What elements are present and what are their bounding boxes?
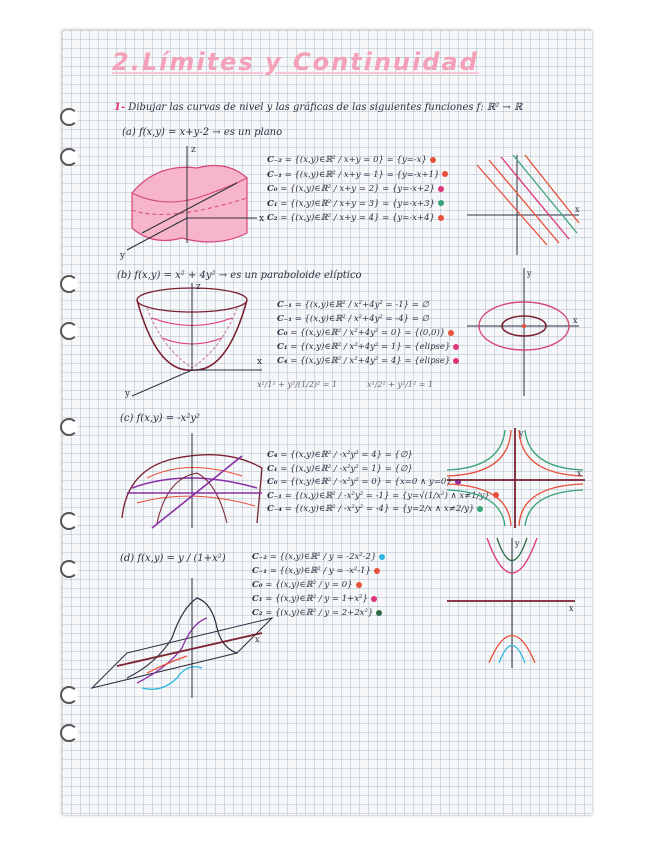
page-title: 2.Límites y Continuidad — [112, 48, 479, 76]
binder-hole — [60, 560, 78, 578]
plane-3d-sketch — [117, 138, 267, 261]
level-set-name: C₄ — [267, 450, 278, 460]
svg-text:x: x — [255, 635, 260, 644]
level-set-definition: = {(x,y)∈ℝ² / x²+4y² = 0} = {(0,0)} — [290, 328, 446, 338]
level-set-equation — [267, 213, 444, 223]
level-set-equation — [267, 450, 413, 460]
level-set-equation — [267, 199, 444, 209]
surface-d-3d-sketch — [87, 578, 287, 708]
svg-text:y: y — [527, 269, 532, 278]
level-set-name: C₁ — [267, 198, 278, 209]
level-set-name: C₄ — [277, 356, 288, 366]
binder-hole — [60, 275, 78, 293]
color-marker-icon — [453, 358, 459, 364]
level-set-definition: = {(x,y)∈ℝ² / x+y = 2} = {y=-x+2} — [280, 184, 435, 194]
level-set-name: C₋₁ — [267, 490, 282, 501]
level-set-definition: = {(x,y)∈ℝ² / x²+4y² = 1} = {elipse} — [290, 342, 451, 352]
color-marker-icon — [379, 554, 385, 560]
level-set-name: C₋₁ — [277, 300, 292, 310]
level-set-name: C₁ — [277, 342, 288, 352]
level-set-equation — [252, 566, 380, 576]
level-set-name: C₋₁ — [267, 169, 282, 180]
binder-hole — [60, 418, 78, 436]
level-set-name: C₂ — [267, 213, 278, 223]
part-a-header: (a) f(x,y) = x+y-2 → es un plano — [122, 127, 283, 138]
part-b-header: (b) f(x,y) = x² + 4y² → es un paraboloide elíptico — [117, 270, 362, 281]
color-marker-icon — [374, 568, 380, 574]
ellipse-fraction-2: x²/2² + y²/1² = 1 — [367, 380, 434, 389]
color-marker-icon — [356, 582, 362, 588]
level-set-equation — [277, 300, 429, 310]
level-set-name: C₋₂ — [267, 155, 282, 165]
level-set-definition: = {(x,y)∈ℝ² / x+y = 0} = {y=-x} — [284, 155, 427, 165]
level-set-definition: = {(x,y)∈ℝ² / -x²y² = 1} = {∅} — [280, 463, 413, 474]
axis-x-label: x — [259, 214, 265, 224]
color-marker-icon — [442, 171, 448, 177]
level-set-definition: = {(x,y)∈ℝ² / x²+4y² = -1} = ∅ — [294, 300, 429, 310]
level-set-definition: = {(x,y)∈ℝ² / -x²y² = -4} = {y=2/x ∧ x≠2/y} — [284, 504, 475, 514]
color-marker-icon — [448, 330, 454, 336]
svg-text:y: y — [519, 429, 524, 438]
svg-text:x: x — [573, 316, 578, 325]
color-marker-icon — [438, 215, 444, 221]
level-set-definition: = {(x,y)∈ℝ² / y = 1+x²} — [265, 594, 368, 604]
level-set-name: C₀ — [252, 580, 263, 590]
level-set-name: C₂ — [252, 608, 263, 618]
color-marker-icon — [371, 596, 377, 602]
binder-hole — [60, 686, 78, 704]
level-set-definition: = {(x,y)∈ℝ² / -x²y² = 4} = {∅} — [280, 450, 413, 460]
level-set-definition: = {(x,y)∈ℝ² / y = 0} — [265, 580, 353, 590]
level-set-name: C₀ — [277, 328, 288, 338]
exercise-text: Dibujar las curvas de nivel y las gráficas de las siguientes funciones f: ℝ² → ℝ — [128, 102, 523, 113]
level-set-definition: = {(x,y)∈ℝ² / x²+4y² = -4} = ∅ — [294, 314, 429, 324]
level-set-definition: = {(x,y)∈ℝ² / x²+4y² = 4} = {elipse} — [290, 356, 451, 366]
plane-level-curves — [467, 155, 582, 255]
color-marker-icon — [430, 157, 436, 163]
level-set-definition: = {(x,y)∈ℝ² / x+y = 4} = {y=-x+4} — [280, 213, 435, 223]
part-c-header: (c) f(x,y) = -x²y² — [120, 413, 200, 424]
svg-text:y: y — [125, 389, 131, 399]
level-set-equation — [252, 552, 385, 562]
ellipse-level-curves — [467, 268, 582, 398]
level-set-name: C₁ — [252, 594, 263, 604]
color-marker-icon — [438, 200, 444, 206]
paraboloid-3d-sketch — [117, 278, 267, 398]
level-set-equation — [277, 356, 459, 366]
level-set-equation — [267, 464, 413, 474]
level-set-name: C₀ — [267, 477, 278, 487]
level-set-equation — [267, 477, 461, 487]
level-set-equation — [277, 342, 459, 352]
level-set-equation — [267, 170, 448, 180]
level-set-definition: = {(x,y)∈ℝ² / -x²y² = -1} = {y=√(1/x²) ∧ x≠1/y} — [284, 490, 490, 501]
binder-hole — [60, 108, 78, 126]
svg-text:x: x — [577, 469, 582, 478]
level-set-definition: = {(x,y)∈ℝ² / y = 2+2x²} — [265, 608, 374, 618]
svg-text:x: x — [257, 357, 263, 367]
hyperbola-level-curves — [447, 428, 587, 528]
color-marker-icon — [453, 344, 459, 350]
level-set-name: C₀ — [267, 184, 278, 194]
axis-z-label: z — [191, 145, 196, 155]
binder-hole — [60, 322, 78, 340]
binder-hole — [60, 724, 78, 742]
axis-y-label: y — [120, 251, 126, 261]
level-set-equation — [277, 328, 454, 338]
svg-text:y: y — [515, 539, 520, 548]
level-set-equation — [267, 184, 444, 194]
color-marker-icon — [376, 610, 382, 616]
color-marker-icon — [438, 186, 444, 192]
level-set-definition: = {(x,y)∈ℝ² / x+y = 1} = {y=-x+1} — [284, 169, 440, 180]
level-set-name: C₋₂ — [252, 552, 267, 562]
level-set-definition: = {(x,y)∈ℝ² / y = -x²-1} — [269, 566, 371, 576]
level-set-name: C₋₁ — [277, 314, 292, 324]
parabola-level-curves — [447, 538, 577, 673]
level-set-name: C₁ — [267, 463, 278, 474]
svg-text:z: z — [196, 282, 201, 292]
level-set-definition: = {(x,y)∈ℝ² / x+y = 3} = {y=-x+3} — [280, 198, 435, 209]
level-set-name: C₋₁ — [252, 566, 267, 576]
svg-text:x: x — [575, 205, 580, 214]
level-set-equation — [277, 314, 429, 324]
svg-text:x: x — [569, 604, 574, 613]
binder-hole — [60, 148, 78, 166]
part-d-header: (d) f(x,y) = y / (1+x²) — [120, 553, 226, 564]
level-set-equation — [267, 155, 436, 165]
exercise-statement — [114, 102, 522, 113]
level-set-name: C₋₄ — [267, 504, 282, 514]
notebook-page — [62, 30, 592, 815]
level-set-definition: = {(x,y)∈ℝ² / y = -2x²-2} — [269, 552, 377, 562]
level-set-definition: = {(x,y)∈ℝ² / -x²y² = 0} = {x=0 ∧ y=0} — [280, 477, 452, 487]
ellipse-fraction-1: x²/1² + y²/(1/2)² = 1 — [257, 380, 338, 389]
surface-c-3d-sketch — [117, 428, 267, 538]
binder-hole — [60, 512, 78, 530]
exercise-number: 1- — [114, 102, 126, 113]
